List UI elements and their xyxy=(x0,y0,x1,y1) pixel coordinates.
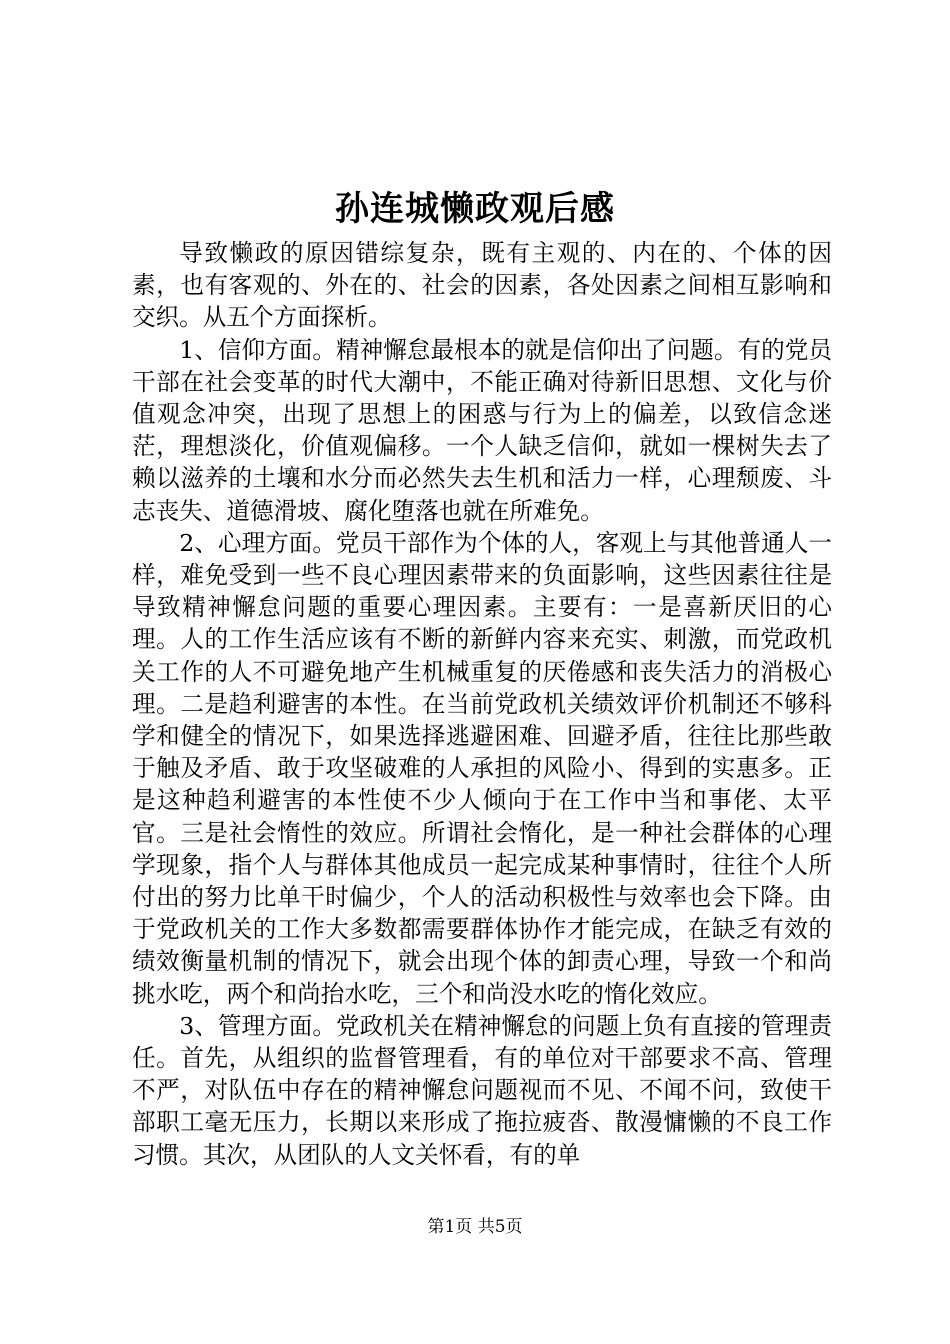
page-number-footer: 第1页 共5页 xyxy=(427,1217,523,1237)
paragraph-belief: 1、信仰方面。精神懈怠最根本的就是信仰出了问题。有的党员干部在社会变革的时代大潮中，不能正确对待新旧思想、文化与价值观念冲突，出现了思想上的困惑与行为上的偏差，以致信念迷茫，理想淡化，价值观偏移。一个人缺乏信仰，就如一棵树失去了赖以滋养的土壤和水分而必然失去生机和活力一样，心理颓废、斗志丧失、道德滑坡、腐化堕落也就在所难免。 xyxy=(132,335,832,525)
paragraph-psychology: 2、心理方面。党员干部作为个体的人，客观上与其他普通人一样，难免受到一些不良心理因素带来的负面影响，这些因素往往是导致精神懈怠问题的重要心理因素。主要有：一是喜新厌旧的心理。人的工作生活应该有不断的新鲜内容来充实、刺激，而党政机关工作的人不可避免地产生机械重复的厌倦感和丧失活力的消极心理。二是趋利避害的本性。在当前党政机关绩效评价机制还不够科学和健全的情况下，如果选择逃避困难、回避矛盾，往往比那些敢于触及矛盾、敢于攻坚破难的人承担的风险小、得到的实惠多。正是这种趋利避害的本性使不少人倾向于在工作中当和事佬、太平官。三是社会惰性的效应。所谓社会惰化，是一种社会群体的心理学现象，指个人与群体其他成员一起完成某种事情时，往往个人所付出的努力比单干时偏少，个人的活动积极性与效率也会下降。由于党政机关的工作大多数都需要群体协作才能完成，在缺乏有效的绩效衡量机制的情况下，就会出现个体的卸责心理，导致一个和尚挑水吃，两个和尚抬水吃，三个和尚没水吃的惰化效应。 xyxy=(132,528,832,1008)
paragraph-management: 3、管理方面。党政机关在精神懈怠的问题上负有直接的管理责任。首先，从组织的监督管理看，有的单位对干部要求不高、管理不严，对队伍中存在的精神懈怠问题视而不见、不闻不问，致使干部职工毫无压力，长期以来形成了拖拉疲沓、散漫慵懒的不良工作习惯。其次，从团队的人文关怀看，有的单 xyxy=(132,1011,832,1169)
document-body xyxy=(132,237,832,1171)
document-title: 孙连城懒政观后感 xyxy=(335,189,615,229)
paragraph-intro: 导致懒政的原因错综复杂，既有主观的、内在的、个体的因素，也有客观的、外在的、社会的因素，各处因素之间相互影响和交织。从五个方面探析。 xyxy=(132,239,832,332)
